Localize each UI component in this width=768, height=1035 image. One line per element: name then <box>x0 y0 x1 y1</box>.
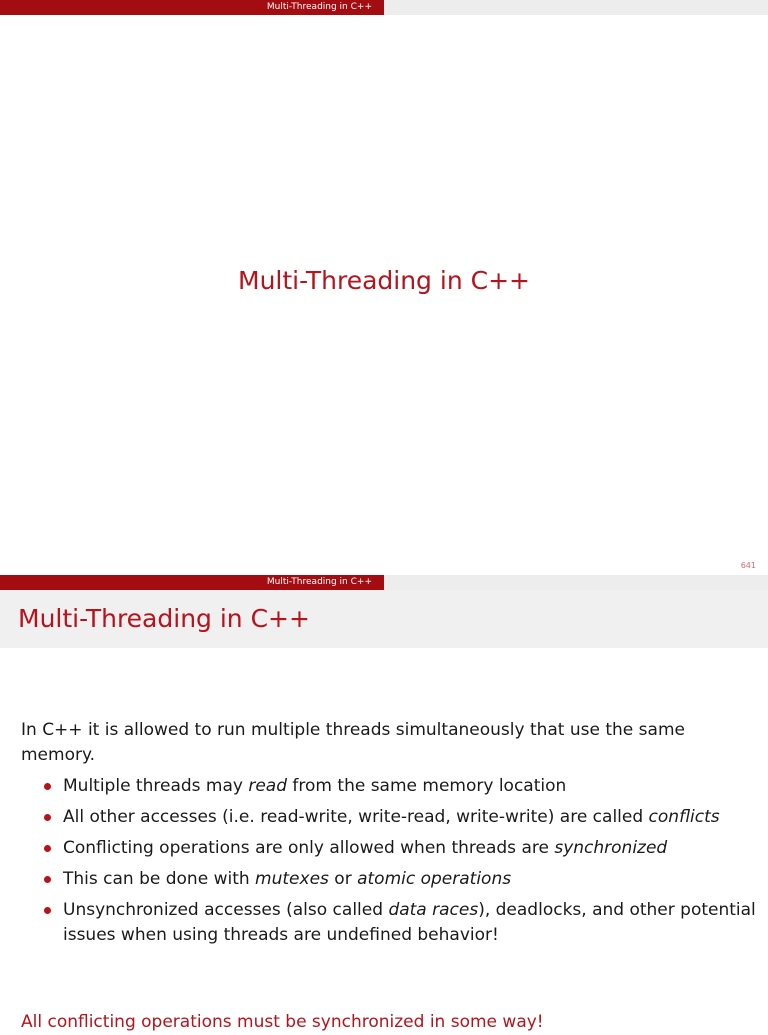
highlight-note: All conflicting operations must be synchronized in some way! <box>21 1012 544 1032</box>
list-item: This can be done with mutexes or atomic operations <box>21 867 761 892</box>
header-bar-slide2 <box>0 575 768 590</box>
list-item: Unsynchronized accesses (also called data races), deadlocks, and other potential issues when using threads are undefined behavior! <box>21 898 761 948</box>
page-number: 641 <box>740 561 756 570</box>
header-bar-right <box>384 0 768 15</box>
list-item: Multiple threads may read from the same memory location <box>21 774 761 799</box>
list-item: Conflicting operations are only allowed when threads are synchronized <box>21 836 761 861</box>
slide-title: Multi-Threading in C++ <box>238 266 530 295</box>
header-bar-right <box>384 575 768 590</box>
list-item: All other accesses (i.e. read-write, write-read, write-write) are called conflicts <box>21 805 761 830</box>
section-title: Multi-Threading in C++ <box>0 0 384 15</box>
bullet-icon <box>44 907 51 914</box>
frame-title: Multi-Threading in C++ <box>18 604 310 633</box>
intro-text: In C++ it is allowed to run multiple threads simultaneously that use the same memory. <box>21 720 685 765</box>
header-bar-slide1 <box>0 0 768 15</box>
bullet-icon <box>44 845 51 852</box>
bullet-icon <box>44 876 51 883</box>
bullet-icon <box>44 783 51 790</box>
section-title: Multi-Threading in C++ <box>0 575 384 590</box>
bullet-icon <box>44 814 51 821</box>
bullet-list <box>21 774 761 954</box>
